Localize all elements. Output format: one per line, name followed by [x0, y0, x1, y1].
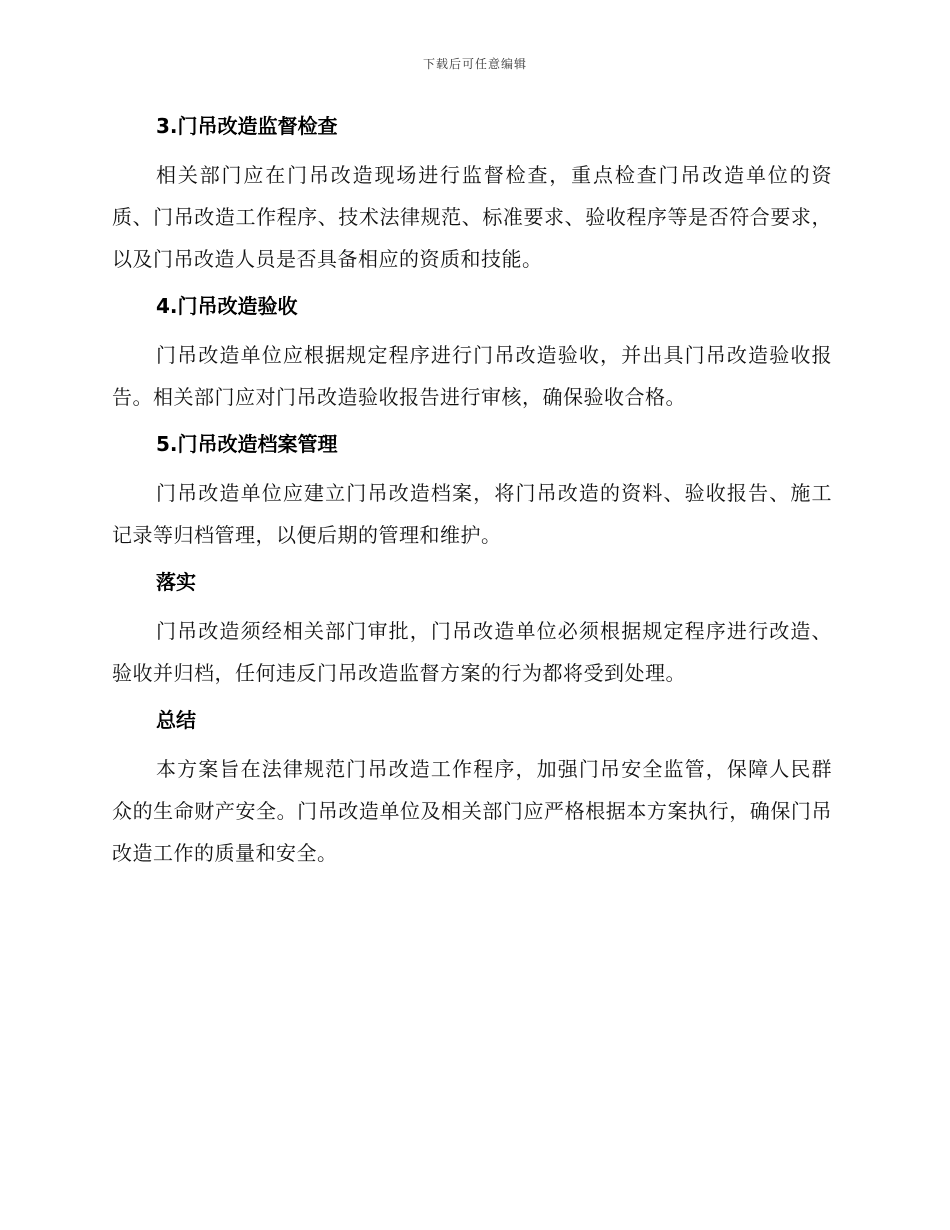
section-heading: 落实 — [156, 570, 196, 594]
section-heading: 总结 — [156, 708, 196, 732]
section-heading: 3.门吊改造监督检查 — [156, 114, 338, 138]
section-paragraph: 门吊改造单位应根据规定程序进行门吊改造验收，并出具门吊改造验收报告。相关部门应对门吊改造验收报告进行审核，确保验收合格。 — [112, 343, 832, 409]
section-heading: 4.门吊改造验收 — [156, 294, 298, 318]
section-paragraph: 相关部门应在门吊改造现场进行监督检查，重点检查门吊改造单位的资质、门吊改造工作程序、技术法律规范、标准要求、验收程序等是否符合要求，以及门吊改造人员是否具备相应的资质和技能。 — [112, 163, 832, 271]
section-paragraph: 门吊改造须经相关部门审批，门吊改造单位必须根据规定程序进行改造、验收并归档，任何违反门吊改造监督方案的行为都将受到处理。 — [112, 619, 832, 685]
section-heading: 5.门吊改造档案管理 — [156, 432, 338, 456]
section-paragraph: 门吊改造单位应建立门吊改造档案，将门吊改造的资料、验收报告、施工记录等归档管理，以便后期的管理和维护。 — [112, 481, 832, 547]
header-note: 下载后可任意编辑 — [422, 57, 527, 71]
section-supervision-inspection — [112, 110, 832, 280]
section-archive-management — [112, 428, 832, 556]
section-acceptance — [112, 290, 832, 418]
section-summary — [112, 704, 832, 874]
document-content — [112, 110, 832, 884]
section-paragraph: 本方案旨在法律规范门吊改造工作程序，加强门吊安全监管，保障人民群众的生命财产安全。门吊改造单位及相关部门应严格根据本方案执行，确保门吊改造工作的质量和安全。 — [112, 757, 832, 865]
section-implementation — [112, 566, 832, 694]
